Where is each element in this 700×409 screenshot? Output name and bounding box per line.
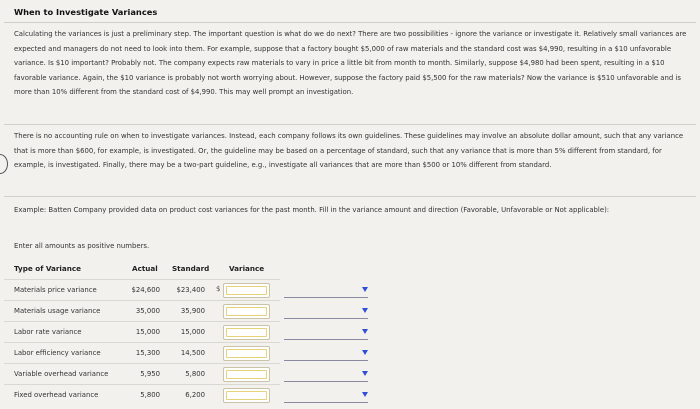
dropdown-arrow-icon[interactable]	[362, 392, 368, 397]
dropdown-arrow-icon[interactable]	[362, 371, 368, 376]
actual-value: $24,600	[131, 286, 160, 294]
header-actual: Actual	[132, 264, 158, 273]
table-row	[0, 365, 700, 385]
variance-type: Variable overhead variance	[14, 370, 109, 378]
actual-value: 5,950	[140, 370, 160, 378]
table-row	[0, 344, 700, 364]
header-variance: Variance	[229, 264, 265, 273]
variance-type: Materials usage variance	[14, 307, 101, 315]
standard-value: 35,900	[180, 307, 205, 315]
actual-value: 5,800	[140, 391, 160, 399]
standard-value: 14,500	[180, 349, 205, 357]
example-instructions: Example: Batten Company provided data on product cost variances for the past month. Fill in the variance amount and direction (Favorable, Unfavorable or Not applicable):	[14, 206, 610, 214]
variance-amount-input[interactable]	[223, 367, 270, 382]
variance-type: Fixed overhead variance	[14, 391, 99, 399]
divider	[4, 196, 696, 197]
paragraph-intro: Calculating the variances is just a preliminary step. The important question is what do we do next? There are two possibilities - ignore the variance or investigate it. Relatively small variances are expected and managers do not need to look into them. For example, suppose that a factory bought $5,000 of raw materials and the standard cost was $4,990, resulting in a $10 unfavorable variance. Is $10 important? Probably not. The company expects raw materials to vary in price a little bit from month to month. Similarly, suppose $4,980 had been spent, resulting in a $10 favorable variance. Again, the $10 variance is probably not worth worrying about. However, suppose the factory paid $5,500 for the raw materials? Now the variance is $510 unfavorable and is more than 10% different from the standard cost of $4,990. This may well prompt an investigation.	[14, 30, 687, 96]
variance-type: Materials price variance	[14, 286, 97, 294]
table-row	[0, 386, 700, 406]
header-standard: Standard	[172, 264, 210, 273]
dollar-sign: $	[216, 285, 221, 293]
dropdown-arrow-icon[interactable]	[362, 350, 368, 355]
divider	[4, 22, 696, 23]
row-divider	[4, 363, 280, 364]
dropdown-arrow-icon[interactable]	[362, 308, 368, 313]
divider	[4, 124, 696, 125]
variance-amount-input[interactable]	[223, 388, 270, 403]
actual-value: 35,000	[135, 307, 160, 315]
actual-value: 15,300	[135, 349, 160, 357]
direction-select[interactable]	[284, 315, 368, 319]
variance-amount-input[interactable]	[223, 283, 270, 298]
collapse-handle-icon[interactable]	[0, 154, 8, 174]
page-title: When to Investigate Variances	[14, 7, 158, 17]
dropdown-arrow-icon[interactable]	[362, 287, 368, 292]
table-row	[0, 323, 700, 343]
standard-value: 15,000	[180, 328, 205, 336]
table-row	[0, 281, 700, 301]
standard-value: $23,400	[176, 286, 205, 294]
variance-amount-input[interactable]	[223, 325, 270, 340]
variance-amount-input[interactable]	[223, 346, 270, 361]
standard-value: 5,800	[185, 370, 205, 378]
direction-select[interactable]	[284, 336, 368, 340]
paragraph-guidelines: There is no accounting rule on when to investigate variances. Instead, each company follows its own guidelines. These guidelines may involve an absolute dollar amount, such that any variance that is more than $600, for example, is investigated. Or, the guideline may be based on a percentage of standard, such that any variance that is more than 5% different from standard, for example, is investigated. Finally, there may be a two-part guideline, e.g., investigate all variances that are more than $500 or 10% different from standard.	[14, 132, 684, 169]
direction-select[interactable]	[284, 378, 368, 382]
standard-value: 6,200	[185, 391, 205, 399]
variance-type: Labor rate variance	[14, 328, 82, 336]
row-divider	[4, 384, 280, 385]
variance-type: Labor efficiency variance	[14, 349, 101, 357]
instruction-note: Enter all amounts as positive numbers.	[14, 242, 150, 250]
direction-select[interactable]	[284, 399, 368, 403]
header-type: Type of Variance	[14, 264, 81, 273]
row-divider	[4, 321, 280, 322]
row-divider	[4, 279, 280, 280]
direction-select[interactable]	[284, 294, 368, 298]
variance-amount-input[interactable]	[223, 304, 270, 319]
dropdown-arrow-icon[interactable]	[362, 329, 368, 334]
row-divider	[4, 342, 280, 343]
row-divider	[4, 300, 280, 301]
actual-value: 15,000	[135, 328, 160, 336]
direction-select[interactable]	[284, 357, 368, 361]
table-row	[0, 302, 700, 322]
